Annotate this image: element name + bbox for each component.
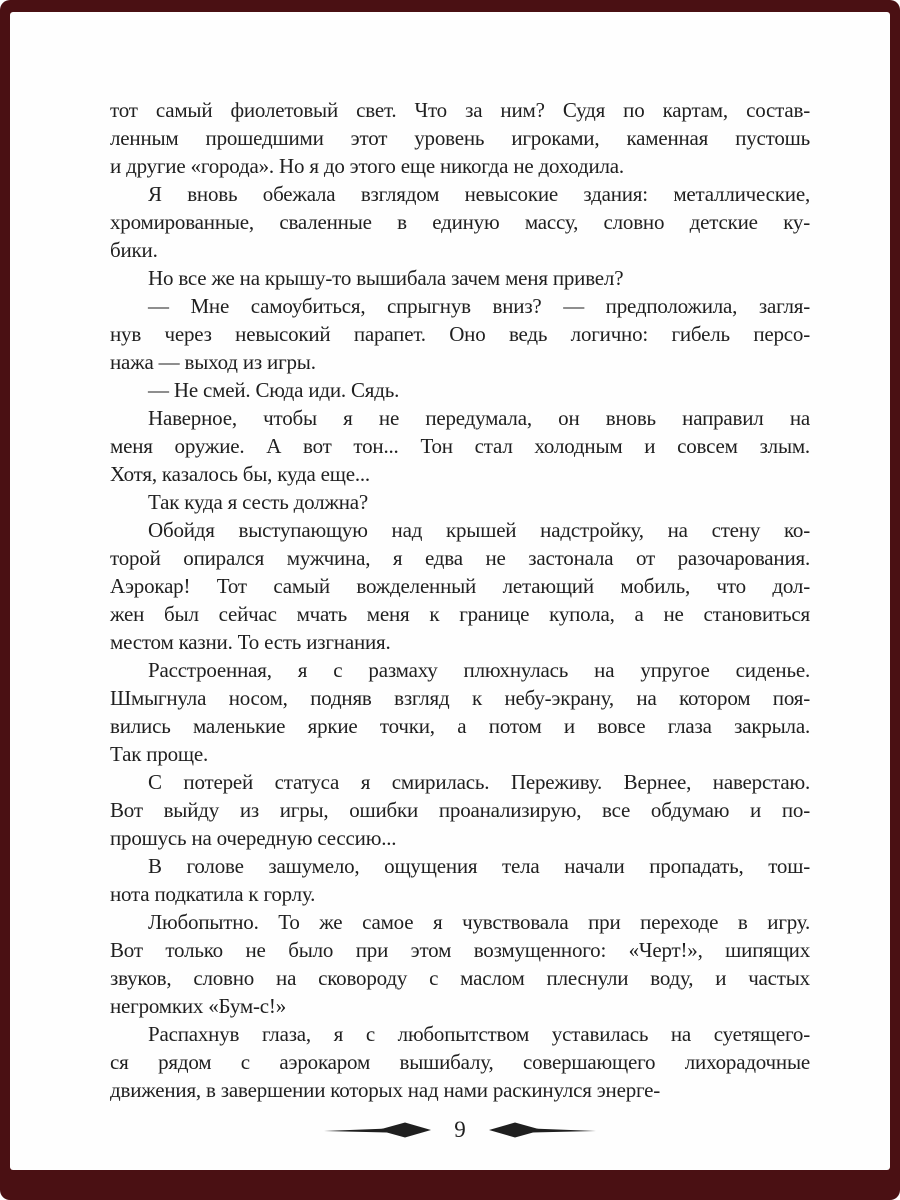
text-line: ся рядом с аэрокаром вышибалу, совершающего лихорадочные (110, 1050, 810, 1074)
text-line: звуков, словно на сковороду с маслом плеснули воду, и частых (110, 966, 810, 990)
text-line: Обойдя выступающую над крышей надстройку, на стену ко- (148, 518, 810, 542)
book-page (10, 12, 890, 1170)
text-line: Аэрокар! Тот самый вожделенный летающий мобиль, что дол- (110, 574, 810, 598)
text-line: Наверное, чтобы я не передумала, он вновь направил на (148, 406, 810, 430)
right-arrow-ornament-icon (486, 1119, 596, 1141)
text-line: Расстроенная, я с размаху плюхнулась на упругое сиденье. (148, 658, 810, 682)
page-text (110, 96, 810, 1104)
text-line: нув через невысокий парапет. Оно ведь логично: гибель персо- (110, 322, 810, 346)
text-line: Так куда я сесть должна? (148, 490, 369, 514)
text-line: Но все же на крышу-то вышибала зачем меня привел? (148, 266, 624, 290)
text-line: бики. (110, 238, 158, 262)
text-line: Вот выйду из игры, ошибки проанализирую, все обдумаю и по- (110, 798, 810, 822)
text-line: движения, в завершении которых над нами раскинулся энерге- (110, 1078, 661, 1102)
text-line: Хотя, казалось бы, куда еще... (110, 462, 370, 486)
text-line: жен был сейчас мчать меня к границе купола, а не становиться (110, 602, 810, 626)
text-line: С потерей статуса я смирилась. Переживу. Вернее, наверстаю. (148, 770, 810, 794)
text-line: тот самый фиолетовый свет. Что за ним? Судя по картам, состав- (110, 98, 810, 122)
text-line: нажа — выход из игры. (110, 350, 316, 374)
text-line: нота подкатила к горлу. (110, 882, 316, 906)
text-line: торой опирался мужчина, я едва не застонала от разочарования. (110, 546, 810, 570)
text-line: негромких «Бум-с!» (110, 994, 287, 1018)
text-line: Вот только не было при этом возмущенного: «Черт!», шипящих (110, 938, 810, 962)
text-line: Так проще. (110, 742, 209, 766)
text-line: прошусь на очередную сессию... (110, 826, 397, 850)
text-line: ленным прошедшими этот уровень игроками, каменная пустошь (110, 126, 810, 150)
text-line: — Не смей. Сюда иди. Сядь. (148, 378, 400, 402)
page-footer (110, 1110, 810, 1150)
text-line: В голове зашумело, ощущения тела начали пропадать, тош- (148, 854, 810, 878)
text-line: местом казни. То есть изгнания. (110, 630, 391, 654)
text-line: вились маленькие яркие точки, а потом и вовсе глаза закрыла. (110, 714, 810, 738)
left-arrow-ornament-icon (324, 1119, 434, 1141)
page-number: 9 (454, 1117, 466, 1142)
text-line: хромированные, сваленные в единую массу, словно детские ку- (110, 210, 810, 234)
text-line: Я вновь обежала взглядом невысокие здания: металлические, (148, 182, 810, 206)
text-line: и другие «города». Но я до этого еще никогда не доходила. (110, 154, 624, 178)
text-line: Любопытно. То же самое я чувствовала при переходе в игру. (148, 910, 810, 934)
text-line: — Мне самоубиться, спрыгнув вниз? — предположила, загля- (148, 294, 810, 318)
text-line: Шмыгнула носом, подняв взгляд к небу-экрану, на котором поя- (110, 686, 810, 710)
text-line: Распахнув глаза, я с любопытством уставилась на суетящего- (148, 1022, 810, 1046)
text-line: меня оружие. А вот тон... Тон стал холодным и совсем злым. (110, 434, 810, 458)
